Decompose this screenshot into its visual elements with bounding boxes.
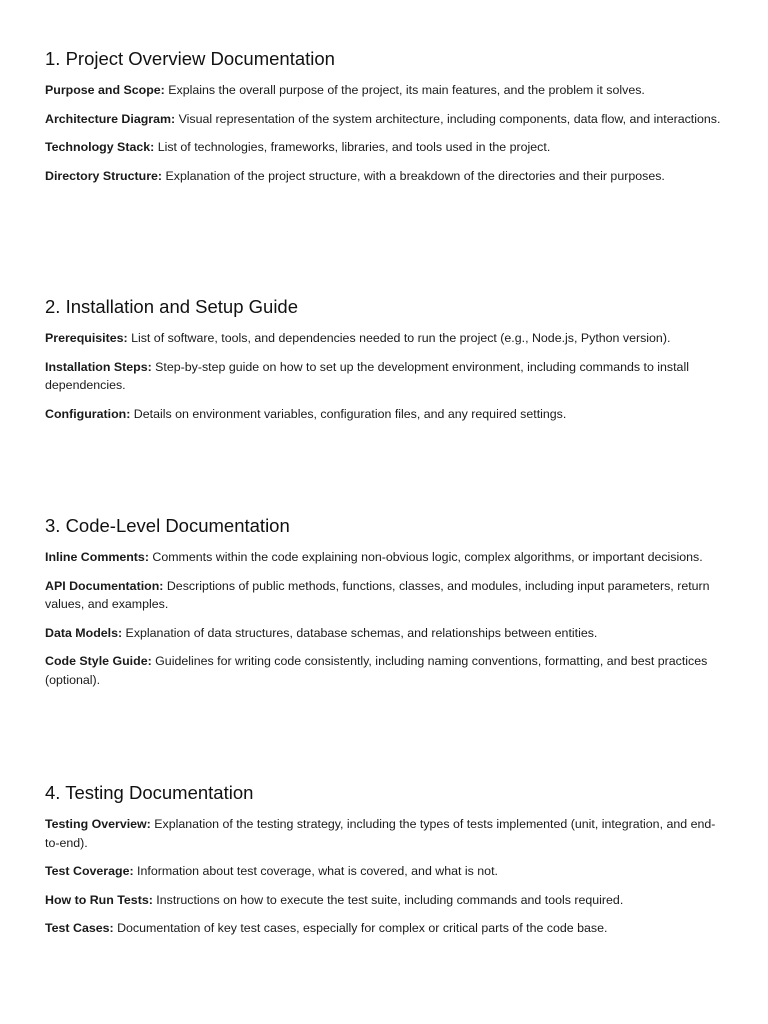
section-title: 4. Testing Documentation <box>45 782 254 803</box>
item-text: Step-by-step guide on how to set up the development environment, including commands to install dependencies. <box>45 359 689 392</box>
section-code-level <box>45 514 725 689</box>
list-item <box>45 81 725 100</box>
item-label: API Documentation: <box>45 578 164 593</box>
item-label: Data Models: <box>45 625 123 640</box>
item-text: List of software, tools, and dependencies needed to run the project (e.g., Node.js, Python version). <box>127 331 671 345</box>
section-title: 1. Project Overview Documentation <box>45 48 335 69</box>
list-item <box>45 624 725 643</box>
list-item <box>45 358 725 395</box>
item-label: Testing Overview: <box>45 817 151 831</box>
item-text: Details on environment variables, configuration files, and any required settings. <box>130 406 567 421</box>
item-text: Explanation of the testing strategy, including the types of tests implemented (unit, integration, and end-to-end). <box>45 817 716 850</box>
item-label: Configuration: <box>45 406 131 421</box>
item-text: Documentation of key test cases, especially for complex or critical parts of the code base. <box>113 921 608 935</box>
section-title: 2. Installation and Setup Guide <box>45 296 299 317</box>
list-item <box>45 548 725 567</box>
item-text: Descriptions of public methods, functions, classes, and modules, including input parameters, return values, and examples. <box>45 578 710 611</box>
list-item <box>45 138 725 157</box>
list-item <box>45 329 725 348</box>
list-item <box>45 405 725 424</box>
section-project-overview <box>45 47 725 185</box>
item-text: List of technologies, frameworks, libraries, and tools used in the project. <box>154 140 551 154</box>
section-testing <box>45 781 725 938</box>
item-label: Architecture Diagram: <box>45 111 176 126</box>
item-label: Code Style Guide: <box>45 654 152 668</box>
item-text: Guidelines for writing code consistently, including naming conventions, formatting, and best practices (optional). <box>45 654 708 687</box>
item-text: Instructions on how to execute the test suite, including commands and tools required. <box>152 892 624 907</box>
section-title: 3. Code-Level Documentation <box>45 515 290 536</box>
item-text: Comments within the code explaining non-obvious logic, complex algorithms, or important decisions. <box>148 550 703 564</box>
item-label: Directory Structure: <box>45 168 163 183</box>
item-label: Installation Steps: <box>45 359 152 374</box>
list-item <box>45 891 725 910</box>
section-installation-setup <box>45 295 725 423</box>
item-label: Prerequisites: <box>45 331 128 345</box>
list-item <box>45 862 725 881</box>
item-text: Visual representation of the system architecture, including components, data flow, and interactions. <box>175 111 721 126</box>
list-item <box>45 577 725 614</box>
item-text: Explanation of the project structure, with a breakdown of the directories and their purposes. <box>162 168 665 183</box>
item-text: Information about test coverage, what is covered, and what is not. <box>133 864 498 878</box>
list-item <box>45 167 725 186</box>
item-text: Explanation of data structures, database schemas, and relationships between entities. <box>122 625 598 640</box>
list-item <box>45 652 725 689</box>
list-item <box>45 815 725 852</box>
item-label: How to Run Tests: <box>45 892 153 907</box>
item-label: Test Coverage: <box>45 864 134 878</box>
item-label: Inline Comments: <box>45 550 149 564</box>
item-label: Test Cases: <box>45 921 114 935</box>
item-label: Technology Stack: <box>45 140 155 154</box>
item-label: Purpose and Scope: <box>45 83 165 97</box>
list-item <box>45 110 725 129</box>
item-text: Explains the overall purpose of the project, its main features, and the problem it solves. <box>164 83 645 97</box>
list-item <box>45 919 725 938</box>
